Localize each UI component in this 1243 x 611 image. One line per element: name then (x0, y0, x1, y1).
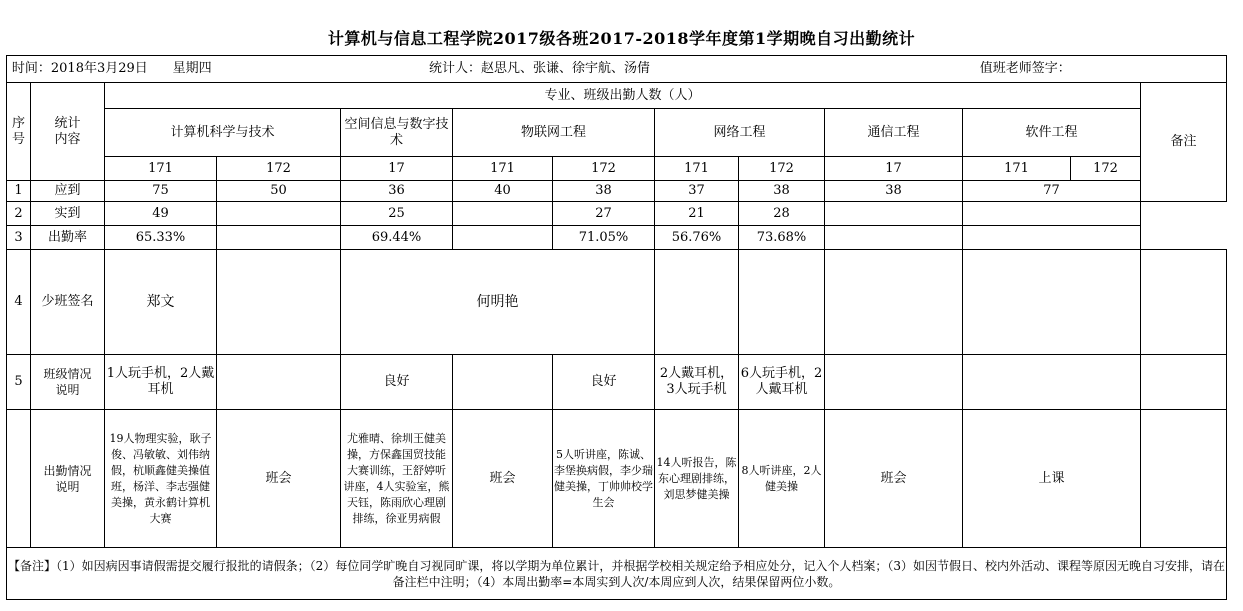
major-header: 物联网工程 (453, 109, 655, 157)
table-cell: 38 (825, 181, 963, 202)
class-header: 172 (1071, 157, 1141, 181)
major-header: 软件工程 (963, 109, 1141, 157)
class-header: 172 (553, 157, 655, 181)
table-cell: 良好 (553, 355, 655, 410)
weekday: 星期四 (172, 61, 212, 76)
table-cell: 6人玩手机，2人戴耳机 (739, 355, 825, 410)
table-cell: 25 (341, 202, 453, 226)
class-header: 171 (105, 157, 217, 181)
table-cell: 班会 (825, 410, 963, 548)
header-row-classes (7, 157, 1227, 181)
table-cell: 5人听讲座，陈诚、李堡换病假，李少瑞健美操，丁帅帅校学生会 (553, 410, 655, 548)
attendance-table (6, 55, 1227, 600)
major-header: 空间信息与数字技术 (341, 109, 453, 157)
class-header: 171 (655, 157, 739, 181)
time-field: 时间：2018年3月29日 星期四 (7, 56, 217, 83)
page-title: 计算机与信息工程学院2017级各班2017-2018学年度第1学期晚自习出勤统计 (327, 29, 916, 48)
class-header: 171 (963, 157, 1071, 181)
table-cell: 40 (453, 181, 553, 202)
table-cell: 77 (963, 181, 1141, 202)
signature-cell: 何明艳 (341, 250, 655, 355)
class-header: 172 (217, 157, 341, 181)
table-cell: 尤雅晴、徐圳王健美操，方保鑫国贸技能大赛训练，王舒婷听讲座，4人实验室，熊天钰，陈雨欣心理剧排练，徐亚男病假 (341, 410, 453, 548)
table-cell: 37 (655, 181, 739, 202)
table-cell: 69.44% (341, 226, 453, 250)
header-row-majors (7, 109, 1227, 157)
table-cell: 1人玩手机，2人戴耳机 (105, 355, 217, 410)
row-sign: 4 少班签名 郑文 何明艳 (7, 250, 1227, 355)
footnote: 【备注】（1）如因病因事请假需提交履行报批的请假条；（2）每位同学旷晚自习视同旷课，将以学期为单位累计，并根据学校相关规定给予相应处分，记入个人档案；（3）如因节假日、校内外活动、课程等原因无晚自习安排，请在备注栏中注明；（4）本周出勤率=本周实到人次/本周应到人次，结果保留两位小数。 (7, 548, 1227, 600)
class-header: 172 (739, 157, 825, 181)
table-cell: 14人听报告，陈东心理剧排练，刘思梦健美操 (655, 410, 739, 548)
table-cell: 班会 (453, 410, 553, 548)
table-cell: 75 (105, 181, 217, 202)
table-cell: 28 (739, 202, 825, 226)
row-expected: 1 应到 75 50 36 40 38 37 38 38 77 (7, 181, 1227, 202)
teacher-sign-field: 值班老师签字： (825, 56, 1227, 83)
major-header: 网络工程 (655, 109, 825, 157)
table-cell: 73.68% (739, 226, 825, 250)
table-cell: 71.05% (553, 226, 655, 250)
counter-field: 统计人：赵思凡、张谦、徐宇航、汤倩 (341, 56, 739, 83)
table-cell: 良好 (341, 355, 453, 410)
row-attendance: 出勤情况说明 19人物理实验，耿子俊、冯敏敏、刘伟纳假，杭顺鑫健美操值班，杨洋、李志强健美操，黄永鹤计算机大赛 班会 尤雅晴、徐圳王健美操，方保鑫国贸技能大赛训练，王舒婷听讲座，4人实验室，熊天钰，陈雨欣心理剧排练，徐亚男病假 班会 5人听讲座，陈诚、李堡换病假，李少瑞健美操，丁帅帅校学生会 14人听报告，陈东心理剧排练，刘思梦健美操 8人听讲座，2人健美操 班会 上课 (7, 410, 1227, 548)
row-situation: 5 班级情况说明 1人玩手机，2人戴耳机 良好 良好 2人戴耳机，3人玩手机 6人玩手机，2人戴耳机 (7, 355, 1227, 410)
signature-cell: 郑文 (105, 250, 217, 355)
seq-header: 序号 (7, 83, 31, 181)
table-cell: 2人戴耳机，3人玩手机 (655, 355, 739, 410)
class-header: 17 (341, 157, 453, 181)
major-header: 通信工程 (825, 109, 963, 157)
info-row (7, 56, 1227, 83)
table-cell: 上课 (963, 410, 1141, 548)
table-cell: 56.76% (655, 226, 739, 250)
table-cell: 27 (553, 202, 655, 226)
note-row (7, 548, 1227, 600)
table-cell: 65.33% (105, 226, 217, 250)
group-header: 专业、班级出勤人数（人） (105, 83, 1141, 109)
table-cell: 8人听讲座，2人健美操 (739, 410, 825, 548)
table-cell: 班会 (217, 410, 341, 548)
remarks-header: 备注 (1141, 83, 1227, 202)
table-cell: 19人物理实验，耿子俊、冯敏敏、刘伟纳假，杭顺鑫健美操值班，杨洋、李志强健美操，黄永鹤计算机大赛 (105, 410, 217, 548)
row-rate: 3 出勤率 65.33% 69.44% 71.05% 56.76% 73.68% (7, 226, 1227, 250)
table-cell: 50 (217, 181, 341, 202)
table-cell: 49 (105, 202, 217, 226)
content-header: 统计内容 (31, 83, 105, 181)
class-header: 17 (825, 157, 963, 181)
major-header: 计算机科学与技术 (105, 109, 341, 157)
header-row-1 (7, 83, 1227, 109)
class-header: 171 (453, 157, 553, 181)
row-actual: 2 实到 49 25 27 21 28 (7, 202, 1227, 226)
table-cell: 36 (341, 181, 453, 202)
table-cell: 38 (553, 181, 655, 202)
table-cell: 21 (655, 202, 739, 226)
table-cell: 38 (739, 181, 825, 202)
